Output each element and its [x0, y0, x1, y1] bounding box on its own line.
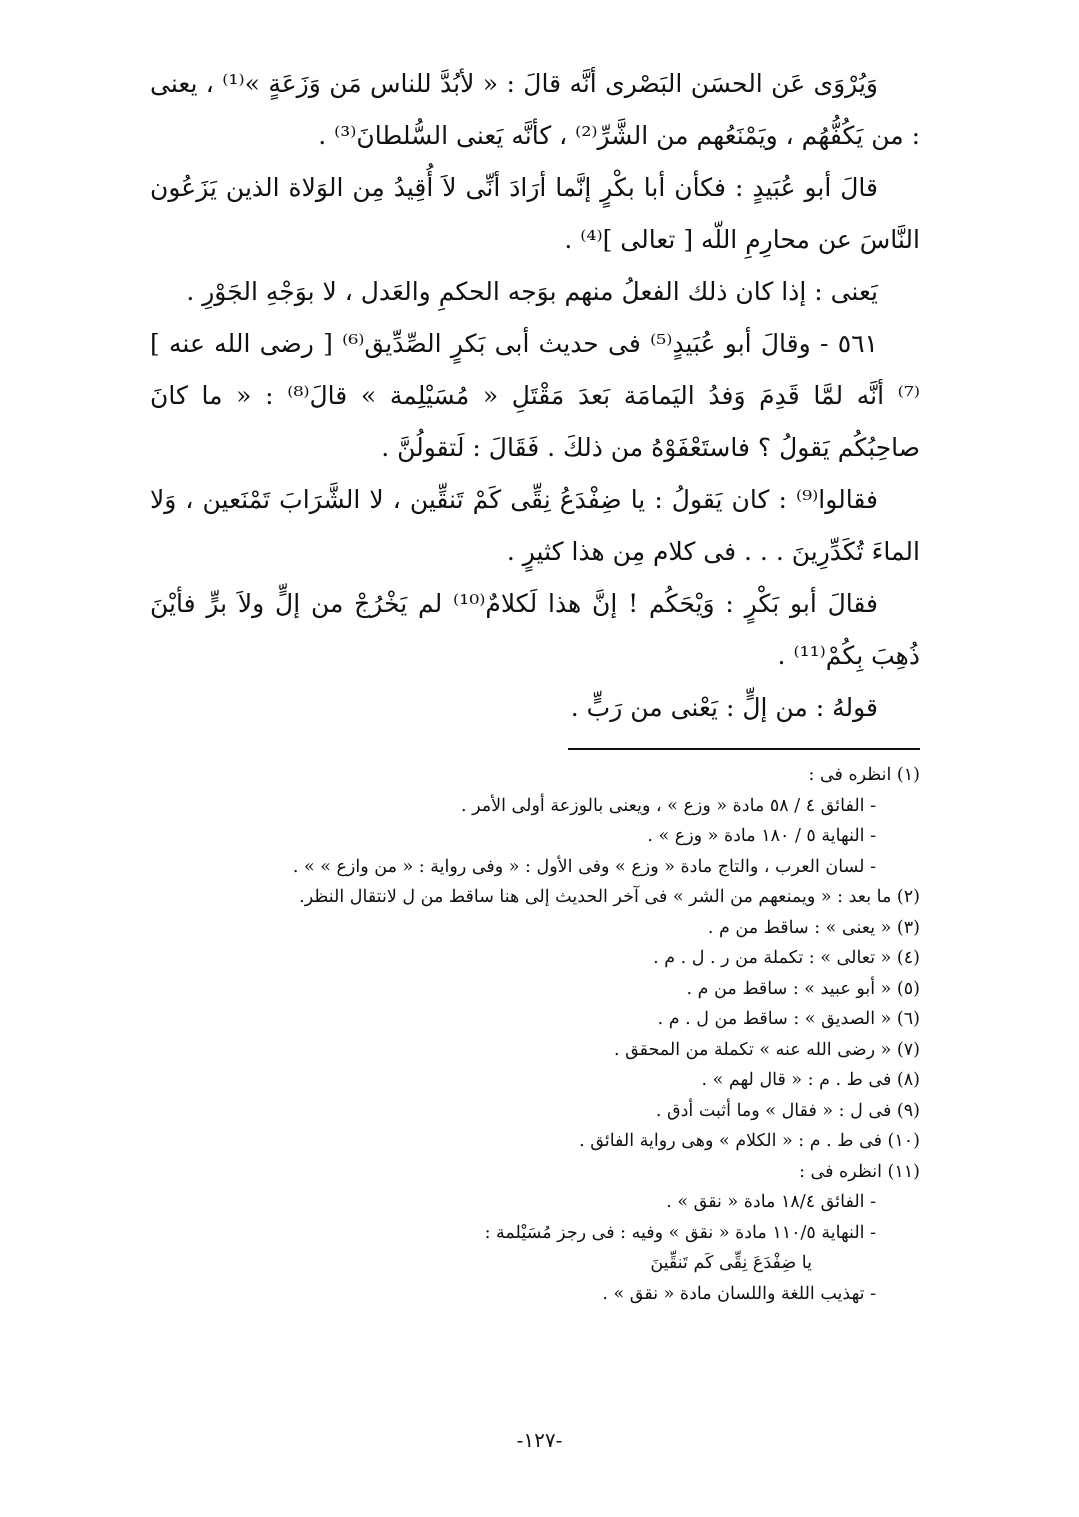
- footnote-4: (٤) « تعالى » : تكملة من ر . ل . م .: [653, 948, 920, 968]
- footnote-8: (٨) فى ط . م : « قال لهم » .: [701, 1070, 920, 1090]
- footnote-1-source-faiq: - الفائق ٤ / ٥٨ مادة « وزع » ، ويعنى بالوزعة أولى الأمر .: [461, 795, 876, 816]
- paragraph-gloss-ill: قولهُ : من إلٍّ : يَعْنى من رَبٍّ .: [570, 693, 878, 722]
- footnote-divider: [568, 748, 920, 750]
- footnote-11-source-faiq: - الفائق ١٨/٤ مادة « نقق » .: [666, 1192, 876, 1212]
- footnote-3: (٣) « يعنى » : ساقط من م .: [707, 917, 920, 938]
- paragraph-abu-ubaid-comment: قالَ أبو عُبَيدٍ : فكأن أبا بكْرٍ إنَّما أرَادَ أنِّى لاَ أُقِيدُ مِن الوَلاة الذين يَزَعُون النَّاسَ عن محارِمِ اللّه [ تعالى ]⁽⁴⁾ .: [150, 173, 920, 254]
- paragraph-explanation: يَعنى : إذا كان ذلك الفعلُ منهم بوَجه الحكمِ والعَدل ، لا بوَجْهِ الجَوْرِ .: [186, 277, 878, 306]
- footnote-11-verse: يا ضِفْدَعَ نِقِّى كَم تَنقِّينَ: [650, 1253, 812, 1273]
- paragraph-hasan-basri: وَيُرْوَى عَن الحسَن البَصْرى أنَّه قالَ : « لأبُدَّ للناس مَن وَزَعَةٍ »⁽¹⁾ ، يعنى : من يَكُفُّهُم ، ويَمْنَعُهم من الشَّرِّ⁽²⁾ ، كأنَّه يَعنى السُّلطانَ⁽³⁾ .: [150, 69, 920, 150]
- footnote-5: (٥) « أبو عبيد » : ساقط من م .: [686, 978, 920, 999]
- footnote-9: (٩) فى ل : « فقال » وما أثبت أدق .: [655, 1100, 920, 1121]
- footnote-1-source-nihaya: - النهاية ٥ / ١٨٠ مادة « وزع » .: [647, 826, 876, 846]
- footnote-1-source-lisan: - لسان العرب ، والتاج مادة « وزع » وفى الأول : « وفى رواية : « من وازع » » .: [292, 856, 876, 877]
- footnote-11-source-nihaya: - النهاية ١١٠/٥ مادة « نقق » وفيه : فى رجز مُسَيْلمة :: [484, 1222, 876, 1243]
- footnote-11: (١١) انظره فى :: [799, 1161, 920, 1182]
- main-text: [150, 58, 920, 734]
- paragraph-entry-561: ٥٦١ - وقالَ أبو عُبَيدٍ⁽⁵⁾ فى حديث أبى بَكرٍ الصِّدِّيق⁽⁶⁾ [ رضى الله عنه ]⁽⁷⁾ أنَّه لمَّا قَدِمَ وَفدُ اليَمامَة بَعدَ مَقْتَلِ « مُسَيْلِمة » قالَ⁽⁸⁾ : « ما كانَ صاحِبُكُم يَقولُ ؟ فاستَعْفَوْهُ من ذلكَ . فَقَالَ : لَتقولُنَّ .: [150, 329, 920, 462]
- document-page: [150, 58, 920, 1309]
- footnote-7: (٧) « رضى الله عنه » تكملة من المحقق .: [613, 1039, 920, 1060]
- footnote-11-source-tahdhib: - تهذيب اللغة واللسان مادة « نقق » .: [602, 1283, 876, 1304]
- footnote-10: (١٠) فى ط . م : « الكلام » وهى رواية الفائق .: [579, 1131, 920, 1151]
- page-number: -١٢٧-: [516, 1428, 563, 1452]
- footnote-6: (٦) « الصديق » : ساقط من ل . م .: [657, 1009, 920, 1029]
- footnote-2: (٢) ما بعد : « ويمنعهم من الشر » فى آخر الحديث إلى هنا ساقط من ل لانتقال النظر.: [299, 887, 920, 907]
- footnote-1: (١) انظره فى :: [808, 765, 920, 785]
- paragraph-musaylima-saying: فقالوا⁽⁹⁾ : كان يَقولُ : يا ضِفْدَعُ نِقِّى كَمْ تَنقِّين ، لا الشَّرَابَ تَمْنَعين ، وَلا الماءَ تُكَدِّرِينَ . . . فى كلام مِن هذا كثيرٍ .: [150, 485, 920, 566]
- paragraph-abu-bakr-reply: فقالَ أبو بَكْرٍ : وَيْحَكُم ! إنَّ هذا لَكلامٌ⁽¹⁰⁾ لم يَخْرُجْ من إلٍّ ولاَ برٍّ فأيْنَ ذُهِبَ بِكُمْ⁽¹¹⁾ .: [150, 589, 920, 670]
- footnotes: [150, 760, 920, 1309]
